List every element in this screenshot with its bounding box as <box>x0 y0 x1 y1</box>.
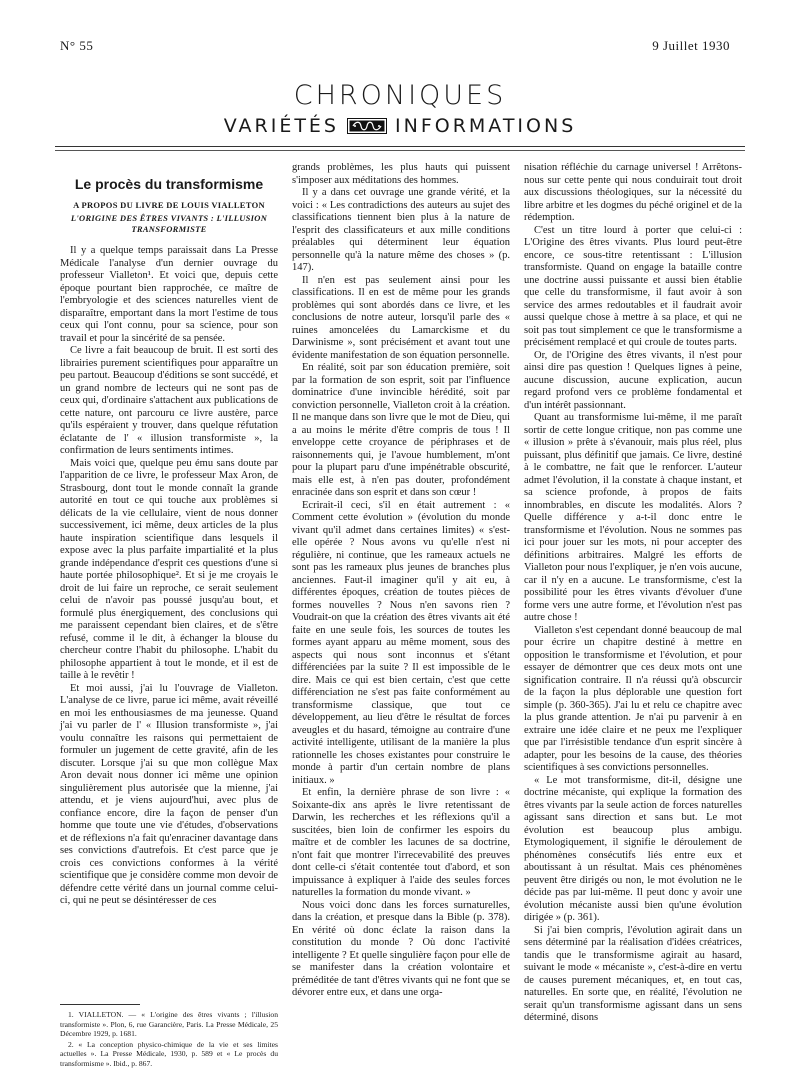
column-3 <box>524 162 742 1025</box>
paragraph: Il y a dans cet ouvrage une grande vérité, et la voici : « Les contradictions des auteurs au sujet des classifications tiennent bien plus à la nature de l'esprit des classificateurs et aux mille conditions préalables qui déterminent leur équation personnelle qu'à la nature même des choses » (p. 147). <box>292 187 510 273</box>
paragraph: Il y a quelque temps paraissait dans La Presse Médicale l'analyse d'un dernier ouvrage du professeur Vialleton¹. Et voici que, depuis cette époque pourtant bien rapprochée, ce maître de l'embryologie et des sciences naturelles vient de disparaître, emportant dans la mort l'estime de tous ceux qui l'ont connu, pour sa science, pour son travail et pour la sincérité de sa pensée. <box>60 245 278 344</box>
paragraph: Quant au transformisme lui-même, il me paraît sortir de cette longue critique, non pas comme une « illusion » prête à s'évanouir, mais plus réel, plus puissant, plus définitif que jamais. Ce livre, destiné à le combattre, ne fait que le renforcer. L'auteur admet l'évolution, il la constate à chaque instant, et sa science profonde, à propos de faits innombrables, en discute les modalités. Alors ? Quelle différence y a-t-il donc entre le transformisme et l'évolution. Nous ne sommes pas ici pour jouer sur les mots, ni pour accepter des définitions arbitraires. Malgré les efforts de Vialleton pour nous l'expliquer, je n'en vois aucune, car il n'y en a aucune. Le transformisme, c'est la possibilité pour les êtres vivants d'évoluer d'une forme vers une autre forme, et l'évolution n'est pas autre chose ! <box>524 412 742 623</box>
paragraph: Nous voici donc dans les forces surnaturelles, dans la création, et presque dans la Bible (p. 378). En vérité où donc éclate la raison dans la constitution du monde ? Où donc l'activité intelligente ? Et quelle singulière façon pour elle de se manifester dans la création volontaire et préméditée de tant d'êtres vivants qui ne font que se dévorer entre eux, et dans une orga- <box>292 899 510 998</box>
masthead-right-word: INFORMATIONS <box>395 115 577 137</box>
masthead-left-word: VARIÉTÉS <box>223 115 339 137</box>
masthead-title: CHRONIQUES <box>293 80 507 111</box>
issue-date: 9 Juillet 1930 <box>652 38 730 53</box>
column-1 <box>60 162 278 908</box>
paragraph: Si j'ai bien compris, l'évolution agirait dans un sens déterminé par la réalisation d'idées créatrices, tandis que le transformisme agirait au hasard, suivant le mode « mécaniste », c'est-à-dire en vertu de causes purement mécaniques, et, en tout cas, naturelles. En sorte que, en réalité, l'évolution ne serait qu'un transformisme agissant dans un sens déterminé, disons <box>524 924 742 1023</box>
paragraph: « Le mot transformisme, dit-il, désigne une doctrine mécaniste, qui explique la formation des êtres vivants par la seule action de forces naturelles agissant sans direction et sans but. Le mot évolution est beaucoup plus ambigu. Etymologiquement, il signifie le déroulement de phénomènes consécutifs liés entre eux et aboutissant à un résultat. Mais ces phénomènes peuvent être dirigés ou non, le mot évolution ne le décide pas par lui-même. Il peut donc y avoir une évolution mécaniste aussi bien qu'une évolution dirigée » (p. 361). <box>524 774 742 923</box>
footnote: 1. VIALLETON. — « L'origine des êtres vivants ; l'illusion transformiste ». Plon, 6, rue Garancière, Paris. La Presse Médicale, 25 Décembre 1929, p. 1681. <box>60 1010 278 1039</box>
paragraph: Et moi aussi, j'ai lu l'ouvrage de Vialleton. L'analyse de ce livre, parue ici même, avait réveillé en moi les enthousiasmes de ma jeunesse. Quand j'ai vu parler de l' « Illusion transformiste », j'ai voulu connaître les raisons qui permettaient de formuler un jugement de cette gravité, afin de les discuter. Lorsque j'ai su que mon collègue Max Aron devait nous donner ici même une opinion singulièrement plus autorisée que la mienne, j'ai attendu, et je viens aujourd'hui, avec plus de confiance encore, dire la façon de penser d'un homme que toute une vie d'études, d'observations et de réflexions n'a fait qu'enraciner davantage dans ses convictions d'autrefois. Et c'est parce que je crois ces convictions conformes à la vérité scientifique que je considère comme mon devoir de défendre cette vérité dans un journal comme celui-ci, qui ne peut se désintéresser de ces <box>60 682 278 906</box>
paragraph: grands problèmes, les plus hauts qui puissent s'imposer aux méditations des hommes. <box>292 162 510 186</box>
paragraph: C'est un titre lourd à porter que celui-ci : L'Origine des êtres vivants. Plus lourd peut-être encore, ce sous-titre retentissant : L'illusion transformiste. Quand on engage la bataille contre une doctrine aussi puissante et aussi bien établie que celle du transformisme, il faut avoir à son service des armes redoutables et il faudrait avoir aussi quelque chose à mettre à sa place, et qui ne soit pas tout simplement ce que le transformisme a précisément remplacé et qui croule de toutes parts. <box>524 224 742 348</box>
article-subtitle-book: L'ORIGINE DES ÊTRES VIVANTS : L'ILLUSION TRANSFORMISTE <box>70 213 268 234</box>
paragraph: En réalité, soit par son éducation première, soit par la formation de son esprit, soit par l'influence dominatrice d'une invincible hérédité, soit par conviction personnelle, Vialleton croit à la création. Il ne manque dans son livre que le mot de Dieu, qui a au moins le mérite d'être compris de tous ! Il enveloppe cette croyance de périphrases et de raisonnements qui, je l'avoue humblement, m'ont pour la plupart paru d'une impénétrable obscurité, mais elle est, à n'en pas douter, profondément enracinée dans son esprit et dans son cœur ! <box>292 362 510 498</box>
paragraph: Mais voici que, quelque peu ému sans doute par l'apparition de ce livre, le professeur Max Aron, de Strasbourg, dont tout le monde connaît la grande autorité en tout ce qui touche aux problèmes si délicats de la vie cellulaire, vient de nous donner successivement, ici même, deux articles de la plus haute inspiration scientifique dans lesquels il expose avec la plus parfaite impartialité et la plus grande indépendance d'esprit ces questions d'une si haute portée philosophique². Et si je me croyais le droit de lui faire un reproche, ce serait seulement celui de n'avoir pas poussé jusqu'au bout, et formulé plus énergiquement, des conclusions qui me paraissent cependant bien claires, et de s'être refusé, comme il le dit, à échanger la blouse du chercheur contre l'habit du philosophe. L'habit du philosophe appartient à tout le monde, et il est de taille à le revêtir ! <box>60 457 278 681</box>
paragraph: Ce livre a fait beaucoup de bruit. Il est sorti des librairies purement scientifiques pour apparaître un peu partout. Beaucoup d'éditions se sont succédé, et un grand nombre de lecteurs qui ne sont pas de ceux qui, d'ordinaire s'attachent aux publications de cette nature, ont parcouru ce livre austère, parce qu'ils espéraient y trouver, dans quelque réfutation éclatante de l' « illusion transformiste », la confirmation de leurs sentiments intimes. <box>60 345 278 456</box>
article-subtitle: A PROPOS DU LIVRE DE LOUIS VIALLETON <box>73 199 265 210</box>
ornament-icon <box>347 118 387 134</box>
masthead-rule <box>55 146 745 147</box>
column-2 <box>292 162 510 1000</box>
masthead-rule-thin <box>55 150 745 151</box>
masthead <box>0 80 800 138</box>
footnotes <box>60 1010 278 1070</box>
footnote-rule <box>60 1004 140 1005</box>
paragraph: nisation réfléchie du carnage universel ! Arrêtons-nous sur cette pente qui nous conduirait tout droit aux discussions théologiques, sur la nécessité du libre arbitre et les dogmes du péché originel et de la rédemption. <box>524 162 742 223</box>
paragraph: Ecrirait-il ceci, s'il en était autrement : « Comment cette évolution » (évolution du monde vivant qu'il admet dans certaines limites) « s'est-elle opérée ? Nous avons vu qu'elle n'est ni régulière, ni continue, que les rameaux actuels ne sont pas les rameaux plus jeunes de branches plus anciennes. Faut-il imaginer qu'il y ait eu, à différentes époques, création de toutes pièces de formes nouvelles ? Nous n'en savons rien ? Voudrait-on que la création des êtres vivants ait été faite en une seule fois, les sources de toutes les formes ayant apparu au même moment, sous des aspects qui nous sont inconnus et s'étant différenciées par la suite ? Il est impossible de le dire. Mais ce qui est bien certain, c'est que cette différenciation ne s'est pas faite conformément au transformisme classique, que tout ce développement, au lieu d'être le résultat de forces aveugles et du hasard, témoigne au contraire d'une activité intelligente, utilisant de la manière la plus rationnelle les choses existantes pour construire le monde à partir d'un certain nombre de plans initiaux. » <box>292 499 510 786</box>
paragraph: Et enfin, la dernière phrase de son livre : « Soixante-dix ans après le livre retentissant de Darwin, les recherches et les réflexions qu'il a suscitées, bien loin de confirmer les espoirs du maître et de combler les lacunes de sa doctrine, n'ont fait que montrer l'irrecevabilité des preuves dont celle-ci s'était contentée tout d'abord, et son impuissance à expliquer à l'aide des seules forces naturelles la formation du monde vivant. » <box>292 787 510 898</box>
paragraph: Vialleton s'est cependant donné beaucoup de mal pour écrire un chapitre destiné à mettre en opposition le transformisme et l'évolution, et pour essayer de démontrer que ces deux mots ont une signification contraire. Il n'a réussi qu'à obscurcir de la façon la plus déplorable une question fort simple (p. 360-365). J'ai lu et relu ce chapitre avec la plus grande attention. Je n'ai pu parvenir à en extraire une idée claire et ne peux me l'expliquer que par l'irrésistible tendance d'un esprit sincère à adapter, pour les besoins de la cause, des théories scientifiques à ses convictions personnelles. <box>524 624 742 773</box>
issue-number: N° 55 <box>60 38 94 53</box>
footnote: 2. « La conception physico-chimique de la vie et ses limites actuelles ». La Presse Médicale, 1930, p. 589 et « Le procès du transformisme ». Ibid., p. 867. <box>60 1039 278 1068</box>
masthead-subtitle <box>0 114 800 138</box>
paragraph: Or, de l'Origine des êtres vivants, il n'est pour ainsi dire pas question ! Quelques lignes à peine, aucune discussion, aucune explication, aucun regard profond vers ce problème fondamental et d'un intérêt passionnant. <box>524 349 742 411</box>
article-title: Le procès du transformisme <box>74 176 264 192</box>
paragraph: Il n'en est pas seulement ainsi pour les classifications. Il en est de même pour les grands problèmes qui sont abordés dans ce livre, et les conclusions de notre auteur, lorsqu'il parle des « ruines amoncelées du Lamarckisme et du Darwinisme », sont précisément et avant tout une évidente manifestation de son équation personnelle. <box>292 274 510 361</box>
